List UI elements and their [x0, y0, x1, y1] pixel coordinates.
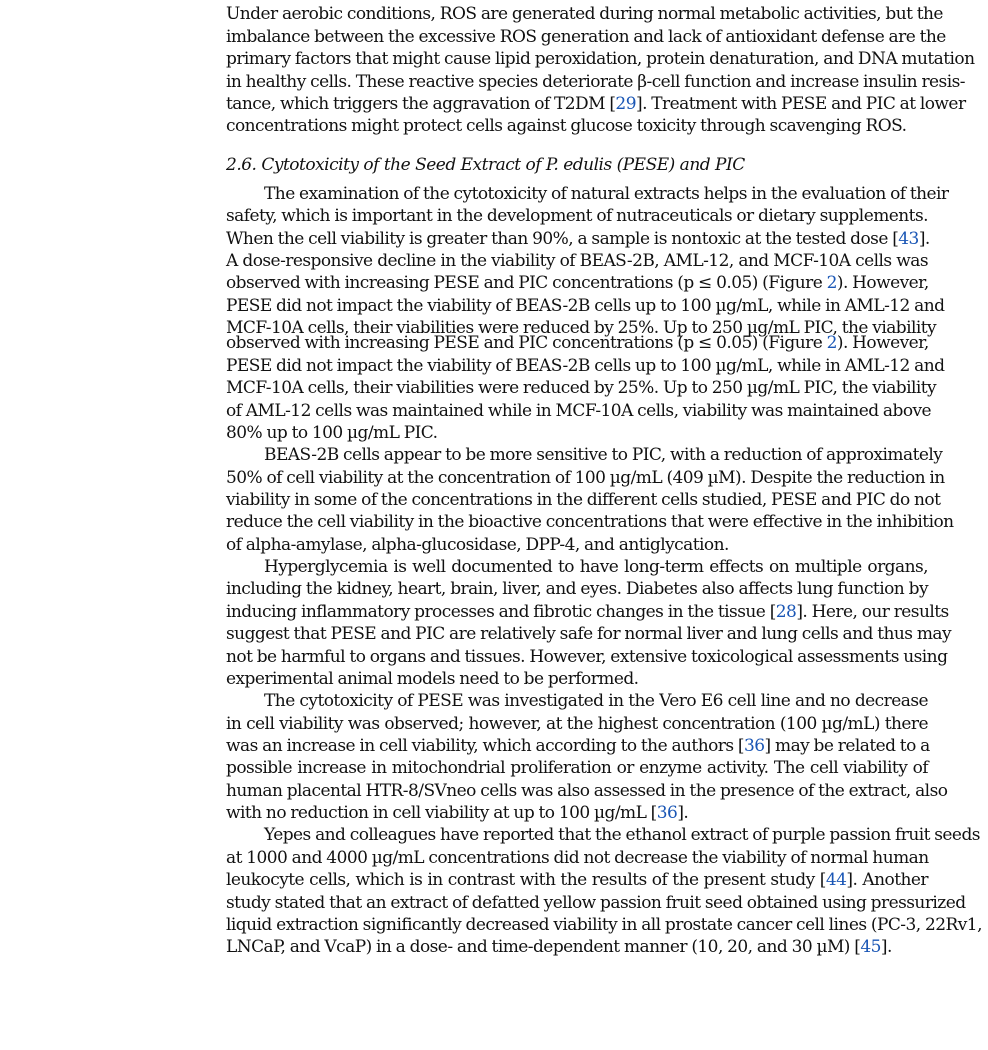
citation-link[interactable]: 44: [825, 870, 847, 890]
text-line: LNCaP, and VcaP) in a dose- and time-dependent manner (10, 20, and 30 µM) [45].: [226, 937, 892, 957]
citation-link[interactable]: 36: [744, 736, 765, 756]
text-line: inducing inflammatory processes and fibrotic changes in the tissue [28]. Here, our results: [226, 602, 949, 622]
text-line: Under aerobic conditions, ROS are generated during normal metabolic activities, but the: [226, 4, 943, 24]
text-line: viability in some of the concentrations in the different cells studied, PESE and PIC do not: [226, 490, 941, 510]
text-line: imbalance between the excessive ROS generation and lack of antioxidant defense are the: [226, 27, 946, 47]
text-line: leukocyte cells, which is in contrast with the results of the present study [44]. Another: [226, 870, 928, 890]
text-line: observed with increasing PESE and PIC concentrations (p ≤ 0.05) (Figure 2). However,: [226, 333, 929, 353]
text-line: human placental HTR-8/SVneo cells was also assessed in the presence of the extract, also: [226, 781, 948, 801]
text-line: liquid extraction significantly decreased viability in all prostate cancer cell lines (PC-3, 22Rv1,: [226, 915, 982, 935]
citation-link[interactable]: 36: [656, 803, 678, 823]
citation-link[interactable]: 29: [615, 94, 636, 114]
citation-link[interactable]: 45: [860, 937, 881, 957]
text-line-clipped: MCF-10A cells, their viabilities were reduced by 25%. Up to 250 µg/mL PIC, the viability: [226, 318, 937, 338]
section-heading: 2.6. Cytotoxicity of the Seed Extract of P. edulis (PESE) and PIC: [226, 155, 745, 175]
text-line: at 1000 and 4000 µg/mL concentrations did not decrease the viability of normal human: [226, 848, 929, 868]
text-line: was an increase in cell viability, which according to the authors [36] may be related to a: [226, 736, 930, 756]
citation-link[interactable]: 43: [898, 229, 919, 249]
text-line: A dose-responsive decline in the viability of BEAS-2B, AML-12, and MCF-10A cells was: [226, 251, 928, 271]
text-line: of AML-12 cells was maintained while in MCF-10A cells, viability was maintained above: [226, 401, 932, 421]
text-line: The cytotoxicity of PESE was investigated in the Vero E6 cell line and no decrease: [264, 691, 928, 711]
text-line: PESE did not impact the viability of BEAS-2B cells up to 100 µg/mL, while in AML-12 and: [226, 356, 945, 376]
text-line: possible increase in mitochondrial proliferation or enzyme activity. The cell viability of: [226, 758, 928, 778]
text-line: When the cell viability is greater than 90%, a sample is nontoxic at the tested dose [43].: [226, 229, 930, 249]
text-line: including the kidney, heart, brain, liver, and eyes. Diabetes also affects lung function by: [226, 579, 928, 599]
text-line: suggest that PESE and PIC are relatively safe for normal liver and lung cells and thus may: [226, 624, 952, 644]
citation-link[interactable]: 28: [775, 602, 797, 622]
text-line: 80% up to 100 µg/mL PIC.: [226, 423, 438, 443]
text-line: 50% of cell viability at the concentration of 100 µg/mL (409 µM). Despite the reduction in: [226, 468, 945, 488]
text-line: The examination of the cytotoxicity of natural extracts helps in the evaluation of their: [264, 184, 949, 204]
text-line: PESE did not impact the viability of BEAS-2B cells up to 100 µg/mL, while in AML-12 and: [226, 296, 945, 316]
text-line: Hyperglycemia is well documented to have long-term effects on multiple organs,: [264, 557, 928, 577]
text-line: experimental animal models need to be performed.: [226, 669, 639, 689]
figure-link[interactable]: 2: [826, 333, 837, 353]
text-line: with no reduction in cell viability at up to 100 µg/mL [36].: [226, 803, 689, 823]
text-line: tance, which triggers the aggravation of T2DM [29]. Treatment with PESE and PIC at lower: [226, 94, 966, 114]
text-line: MCF-10A cells, their viabilities were reduced by 25%. Up to 250 µg/mL PIC, the viability: [226, 378, 937, 398]
text-line: of alpha-amylase, alpha-glucosidase, DPP-4, and antiglycation.: [226, 535, 729, 555]
text-line: study stated that an extract of defatted yellow passion fruit seed obtained using pressurized: [226, 893, 966, 913]
text-line: in cell viability was observed; however, at the highest concentration (100 µg/mL) there: [226, 714, 928, 734]
text-line: safety, which is important in the development of nutraceuticals or dietary supplements.: [226, 206, 928, 226]
text-line: in healthy cells. These reactive species deteriorate β-cell function and increase insulin resis-: [226, 72, 965, 92]
text-line: observed with increasing PESE and PIC concentrations (p ≤ 0.05) (Figure 2). However,: [226, 273, 929, 293]
text-line: primary factors that might cause lipid peroxidation, protein denaturation, and DNA mutation: [226, 49, 975, 69]
text-line: reduce the cell viability in the bioactive concentrations that were effective in the inhibition: [226, 512, 954, 532]
figure-link[interactable]: 2: [826, 273, 837, 293]
text-line: BEAS-2B cells appear to be more sensitive to PIC, with a reduction of approximately: [264, 445, 943, 465]
text-line: concentrations might protect cells against glucose toxicity through scavenging ROS.: [226, 116, 907, 136]
text-line: not be harmful to organs and tissues. However, extensive toxicological assessments using: [226, 647, 948, 667]
text-line: Yepes and colleagues have reported that the ethanol extract of purple passion fruit seeds: [264, 825, 980, 845]
